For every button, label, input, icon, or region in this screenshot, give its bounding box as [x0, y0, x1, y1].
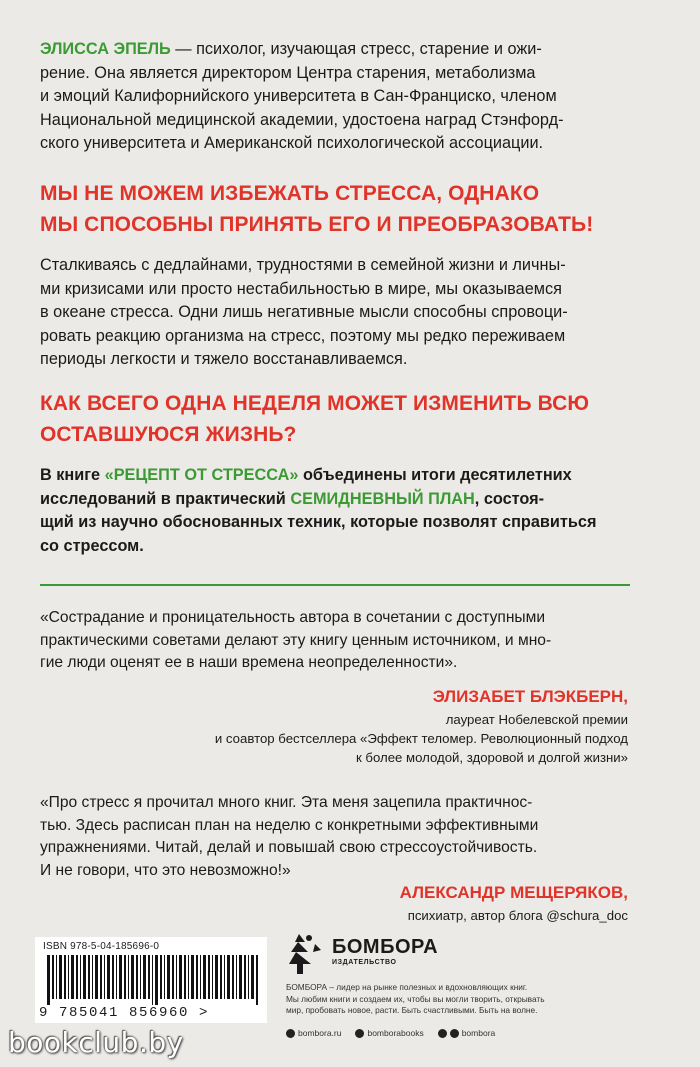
barcode-bar	[112, 955, 114, 999]
quote-author-blackburn: ЭЛИЗАБЕТ БЛЭКБЕРН,	[432, 687, 628, 706]
globe-icon	[286, 1029, 295, 1038]
barcode-bar	[179, 955, 182, 999]
seven-day-plan: СЕМИДНЕВНЫЙ ПЛАН	[290, 489, 475, 508]
barcode-bar	[251, 955, 254, 999]
barcode	[35, 937, 267, 1023]
publisher-description: БОМБОРА – лидер на рынке полезных и вдохновляющих книг. Мы любим книги и создаем их, чтобы вы могли творить, открывать мир, пробовать новое, расти. Быть счастливыми. Быть на волне.	[286, 982, 545, 1015]
barcode-bar	[172, 955, 174, 999]
publisher-subtitle: ИЗДАТЕЛЬСТВО	[332, 959, 397, 966]
barcode-bar	[164, 955, 165, 999]
barcode-bar	[239, 955, 242, 999]
barcode-bar	[124, 955, 126, 999]
messenger-icon	[438, 1029, 447, 1038]
barcode-bar	[107, 955, 110, 999]
barcode-bar	[188, 955, 189, 999]
barcode-bar	[244, 955, 246, 999]
barcode-bar	[95, 955, 98, 999]
book-title: «РЕЦЕПТ ОТ СТРЕССА»	[104, 466, 299, 484]
barcode-bar	[128, 955, 129, 999]
social-messengers[interactable]: bombora	[438, 1027, 496, 1039]
barcode-bar	[83, 955, 86, 999]
barcode-bar	[148, 955, 150, 999]
author-credentials: психиатр, автор блога @schura_doc	[407, 908, 628, 923]
watermark: bookclub.by	[8, 1026, 184, 1059]
isbn-number: ISBN 978-5-04-185696-0	[43, 941, 160, 952]
barcode-bar	[52, 955, 54, 999]
barcode-bar	[176, 955, 177, 999]
barcode-bar	[131, 955, 134, 999]
barcode-bar	[203, 955, 206, 999]
barcode-bar	[71, 955, 74, 999]
intro-paragraph: Сталкиваясь с дедлайнами, трудностями в семейной жизни и личны- ми кризисами или просто нестабильностью в мире, мы оказываемся в океане стресса. Одни лишь негативные мысли способны спровоци- ровать реакцию организма на стресс, поэтому мы редко переживаем периоды легкости и тяжело восстанавливаемся.	[40, 256, 568, 368]
barcode-bar	[155, 955, 158, 1005]
barcode-bar	[116, 955, 117, 999]
barcode-bar	[76, 955, 78, 999]
barcode-bar	[248, 955, 249, 999]
barcode-bar	[236, 955, 237, 999]
barcode-bar	[119, 955, 122, 999]
barcode-bar	[100, 955, 102, 999]
barcode-bar	[232, 955, 234, 999]
barcode-bar	[64, 955, 66, 999]
barcode-bar	[191, 955, 194, 999]
barcode-bar	[104, 955, 105, 999]
barcode-bar	[184, 955, 186, 999]
author-name: ЭЛИССА ЭПЕЛЬ	[40, 40, 171, 58]
barcode-bar	[256, 955, 258, 1005]
barcode-bar	[196, 955, 198, 999]
barcode-bar	[227, 955, 230, 999]
barcode-bar	[152, 955, 153, 1005]
author-credentials: и соавтор бестселлера «Эффект теломер. Революционный подход	[214, 731, 628, 746]
barcode-bar	[88, 955, 90, 999]
social-website[interactable]: bombora.ru	[286, 1027, 341, 1039]
barcode-bar	[136, 955, 138, 999]
barcode-bar	[140, 955, 141, 999]
barcode-bar	[212, 955, 213, 999]
vk-icon	[355, 1029, 364, 1038]
headline-week: КАК ВСЕГО ОДНА НЕДЕЛЯ МОЖЕТ ИЗМЕНИТЬ ВСЮ ОСТАВШУЮСЯ ЖИЗНЬ?	[40, 392, 590, 446]
barcode-bar	[160, 955, 162, 999]
barcode-digits: 9 785041 856960 >	[39, 1005, 210, 1021]
barcode-bar	[224, 955, 225, 999]
quote-author-meshcheryakov: АЛЕКСАНДР МЕЩЕРЯКОВ,	[399, 883, 628, 902]
social-vk[interactable]: bomborabooks	[355, 1027, 423, 1039]
barcode-bar	[68, 955, 69, 999]
barcode-bar	[47, 955, 50, 1005]
publisher-name: БОМБОРА	[332, 936, 439, 958]
barcode-bar	[220, 955, 222, 999]
barcode-bar	[92, 955, 93, 999]
barcode-bars	[47, 955, 259, 1005]
barcode-bar	[80, 955, 81, 999]
divider	[40, 584, 630, 586]
barcode-bar	[208, 955, 210, 999]
publisher-socials	[286, 1027, 646, 1039]
quote-meshcheryakov: «Про стресс я прочитал много книг. Эта меня зацепила практичнос- тью. Здесь расписан план на неделю с конкретными эффективными упражнениями. Читай, делай и повышай свою стрессоустойчивость. И не говори, что это невозможно!»	[40, 794, 539, 879]
author-credentials: к более молодой, здоровой и долгой жизни»	[355, 750, 628, 765]
author-bio: ЭЛИССА ЭПЕЛЬ — психолог, изучающая стресс, старение и ожи- рение. Она является директором Центра старения, метаболизма и эмоций Калифорнийского университета в Сан-Франциско, членом Национальной медицинской академии, удостоена наград Стэнфорд- ского университета и Американской психологической ассоциации.	[40, 40, 564, 152]
barcode-bar	[200, 955, 201, 999]
barcode-bar	[143, 955, 146, 999]
book-summary: В книге «РЕЦЕПТ ОТ СТРЕССА» объединены итоги десятилетних исследований в практический СЕМИДНЕВНЫЙ ПЛАН, состоя- щий из научно обоснованных техник, которые позволят справиться со стрессом.	[40, 466, 597, 555]
barcode-bar	[167, 955, 170, 999]
barcode-bar	[215, 955, 218, 999]
author-credentials: лауреат Нобелевской премии	[445, 712, 628, 727]
quote-blackburn: «Сострадание и проницательность автора в сочетании с доступными практическими советами делают эту книгу ценным источником, и мно- гие люди оценят ее в наши времена неопределенности».	[40, 609, 552, 671]
telegram-icon	[450, 1029, 459, 1038]
barcode-bar	[59, 955, 62, 999]
headline-stress: МЫ НЕ МОЖЕМ ИЗБЕЖАТЬ СТРЕССА, ОДНАКО МЫ СПОСОБНЫ ПРИНЯТЬ ЕГО И ПРЕОБРАЗОВАТЬ!	[40, 182, 594, 236]
barcode-bar	[56, 955, 57, 999]
